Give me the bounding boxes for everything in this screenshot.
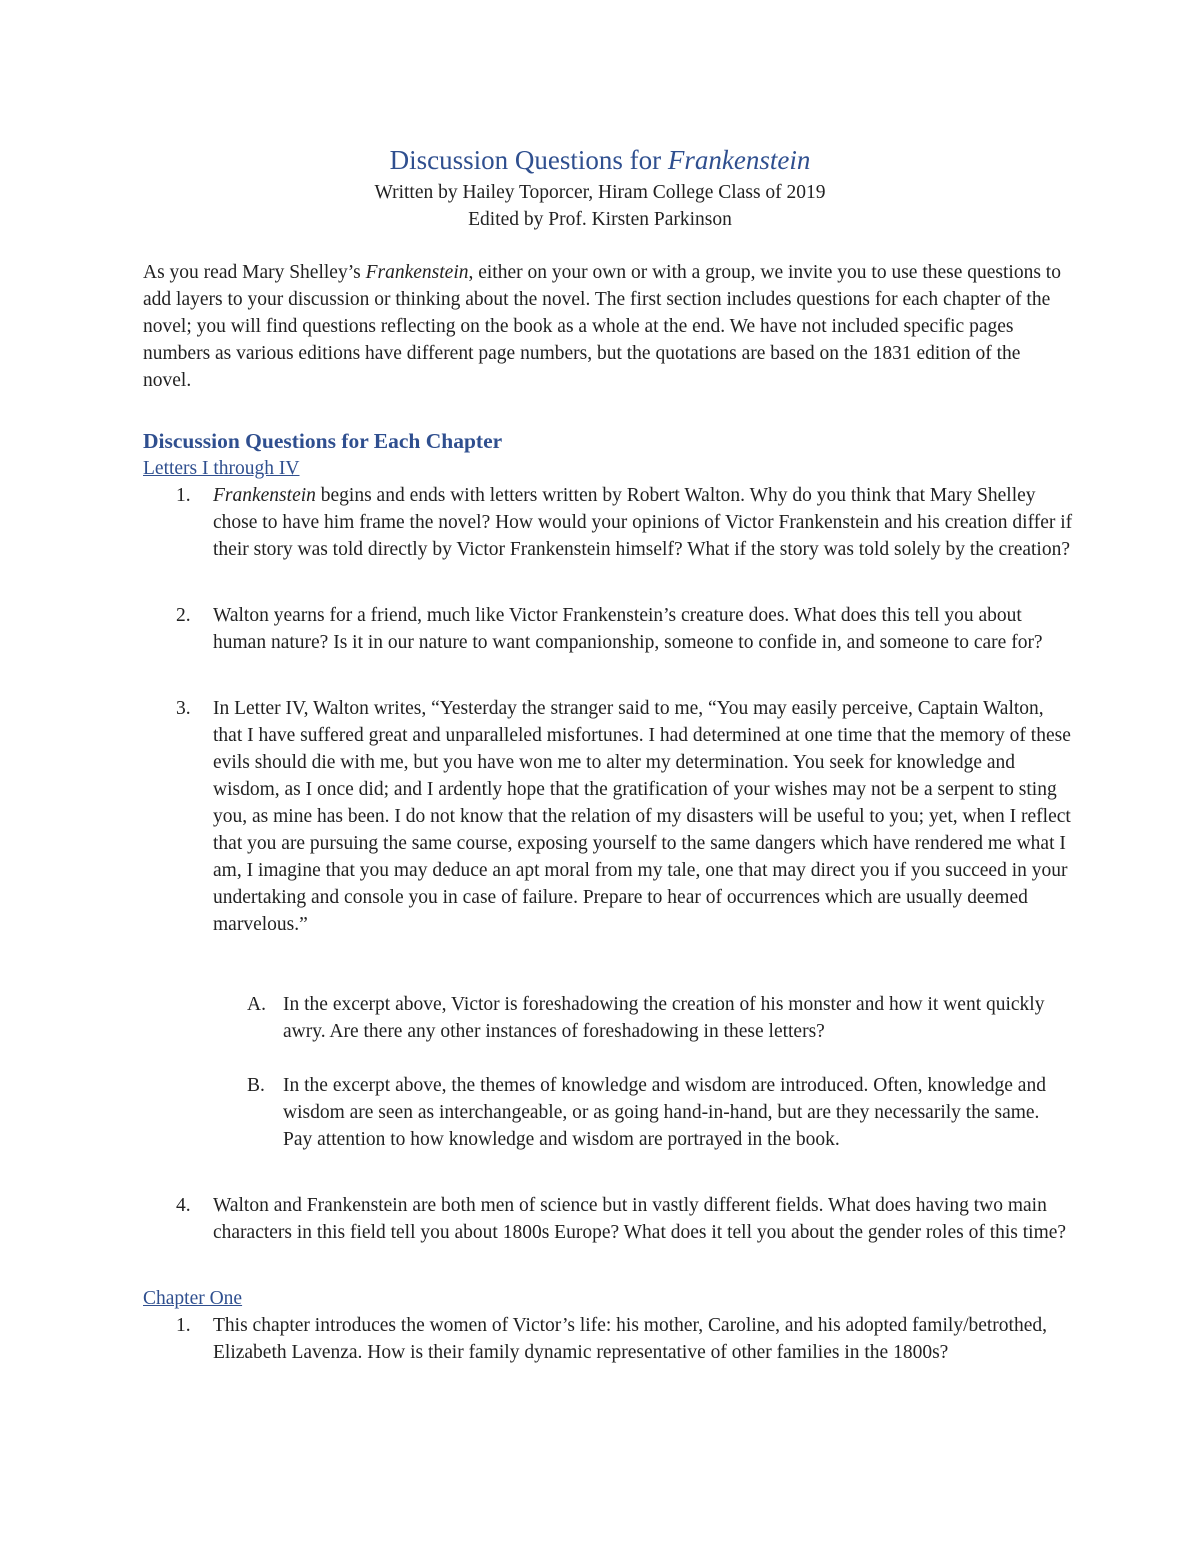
sub-question-text: In the excerpt above, the themes of knowledge and wisdom are introduced. Often, knowledge and wisdom are seen as interchangeable, or as going hand-in-hand, but are they necessarily the same. Pay attention to how knowledge and wisdom are portrayed in the book. (283, 1075, 1046, 1150)
intro-text-rest: , either on your own or with a group, we invite you to use these questions to add layers to your discussion or thinking about the novel. The first section includes questions for each chapter of the novel; you will find questions reflecting on the book as a whole at the end. We have not included specific pages numbers as various editions have different page numbers, but the quotations are based on the 1831 edition of the novel. (143, 262, 1061, 391)
title-prefix: Discussion Questions for (389, 145, 668, 175)
letters-question-3 (143, 695, 1073, 938)
letters-question-2 (143, 602, 1073, 656)
sub-question-letter: B. (247, 1075, 265, 1096)
document-title (0, 140, 1200, 180)
question-text (213, 482, 1075, 563)
author-line: Written by Hailey Toporcer, Hiram College Class of 2019 (374, 182, 826, 203)
chapter-one-question-1 (143, 1312, 1073, 1366)
question-body: begins and ends with letters written by Robert Walton. Why do you think that Mary Shelley chose to have him frame the novel? How would your opinions of Victor Frankenstein and his creation differ if their story was told directly by Victor Frankenstein himself? What if the story was told solely by the creation? (213, 485, 1073, 560)
question-number: 2. (176, 605, 191, 626)
intro-book-name: Frankenstein (365, 262, 469, 283)
intro-text-start: As you read Mary Shelley’s (143, 262, 366, 283)
question-book-name: Frankenstein (213, 485, 316, 506)
question-number: 1. (176, 485, 191, 506)
title-book-name: Frankenstein (667, 145, 811, 175)
question-text: Walton yearns for a friend, much like Victor Frankenstein’s creature does. What does this tell you about human nature? Is it in our nature to want companionship, someone to confide in, and someone to care for? (213, 605, 1043, 653)
letters-question-3-sub-a (143, 991, 1073, 1045)
question-number: 3. (176, 698, 191, 719)
letters-question-3-sub-b (143, 1072, 1073, 1153)
section-heading: Discussion Questions for Each Chapter (143, 429, 503, 453)
sub-question-letter: A. (247, 994, 266, 1015)
question-number: 1. (176, 1315, 191, 1336)
question-number: 4. (176, 1195, 191, 1216)
letters-question-1 (143, 482, 1073, 563)
letters-question-4 (143, 1192, 1073, 1246)
editor-line: Edited by Prof. Kirsten Parkinson (468, 209, 732, 230)
question-text: Walton and Frankenstein are both men of science but in vastly different fields. What does having two main characters in this field tell you about 1800s Europe? What does it tell you about the gender roles of this time? (213, 1195, 1067, 1243)
question-text: This chapter introduces the women of Victor’s life: his mother, Caroline, and his adopted family/betrothed, Elizabeth Lavenza. How is their family dynamic representative of other families in the 1800s? (213, 1315, 1047, 1363)
letters-heading-link[interactable]: Letters I through IV (143, 458, 300, 479)
question-text: In Letter IV, Walton writes, “Yesterday the stranger said to me, “You may easily perceive, Captain Walton, that I have suffered great and unparalleled misfortunes. I had determined at one time that the memory of these evils should die with me, but you have won me to alter my determination. You seek for knowledge and wisdom, as I once did; and I ardently hope that the gratification of your wishes may not be a serpent to sting you, as mine has been. I do not know that the relation of my disasters will be useful to you; yet, when I reflect that you are pursuing the same course, exposing yourself to the same dangers which have rendered me what I am, I imagine that you may deduce an apt moral from my tale, one that may direct you if you succeed in your undertaking and console you in case of failure. Prepare to hear of occurrences which are usually deemed marvelous.” (213, 698, 1071, 935)
chapter-one-heading-link[interactable]: Chapter One (143, 1288, 243, 1309)
intro-paragraph (143, 259, 1073, 394)
sub-question-text: In the excerpt above, Victor is foreshadowing the creation of his monster and how it went quickly awry. Are there any other instances of foreshadowing in these letters? (283, 994, 1045, 1042)
